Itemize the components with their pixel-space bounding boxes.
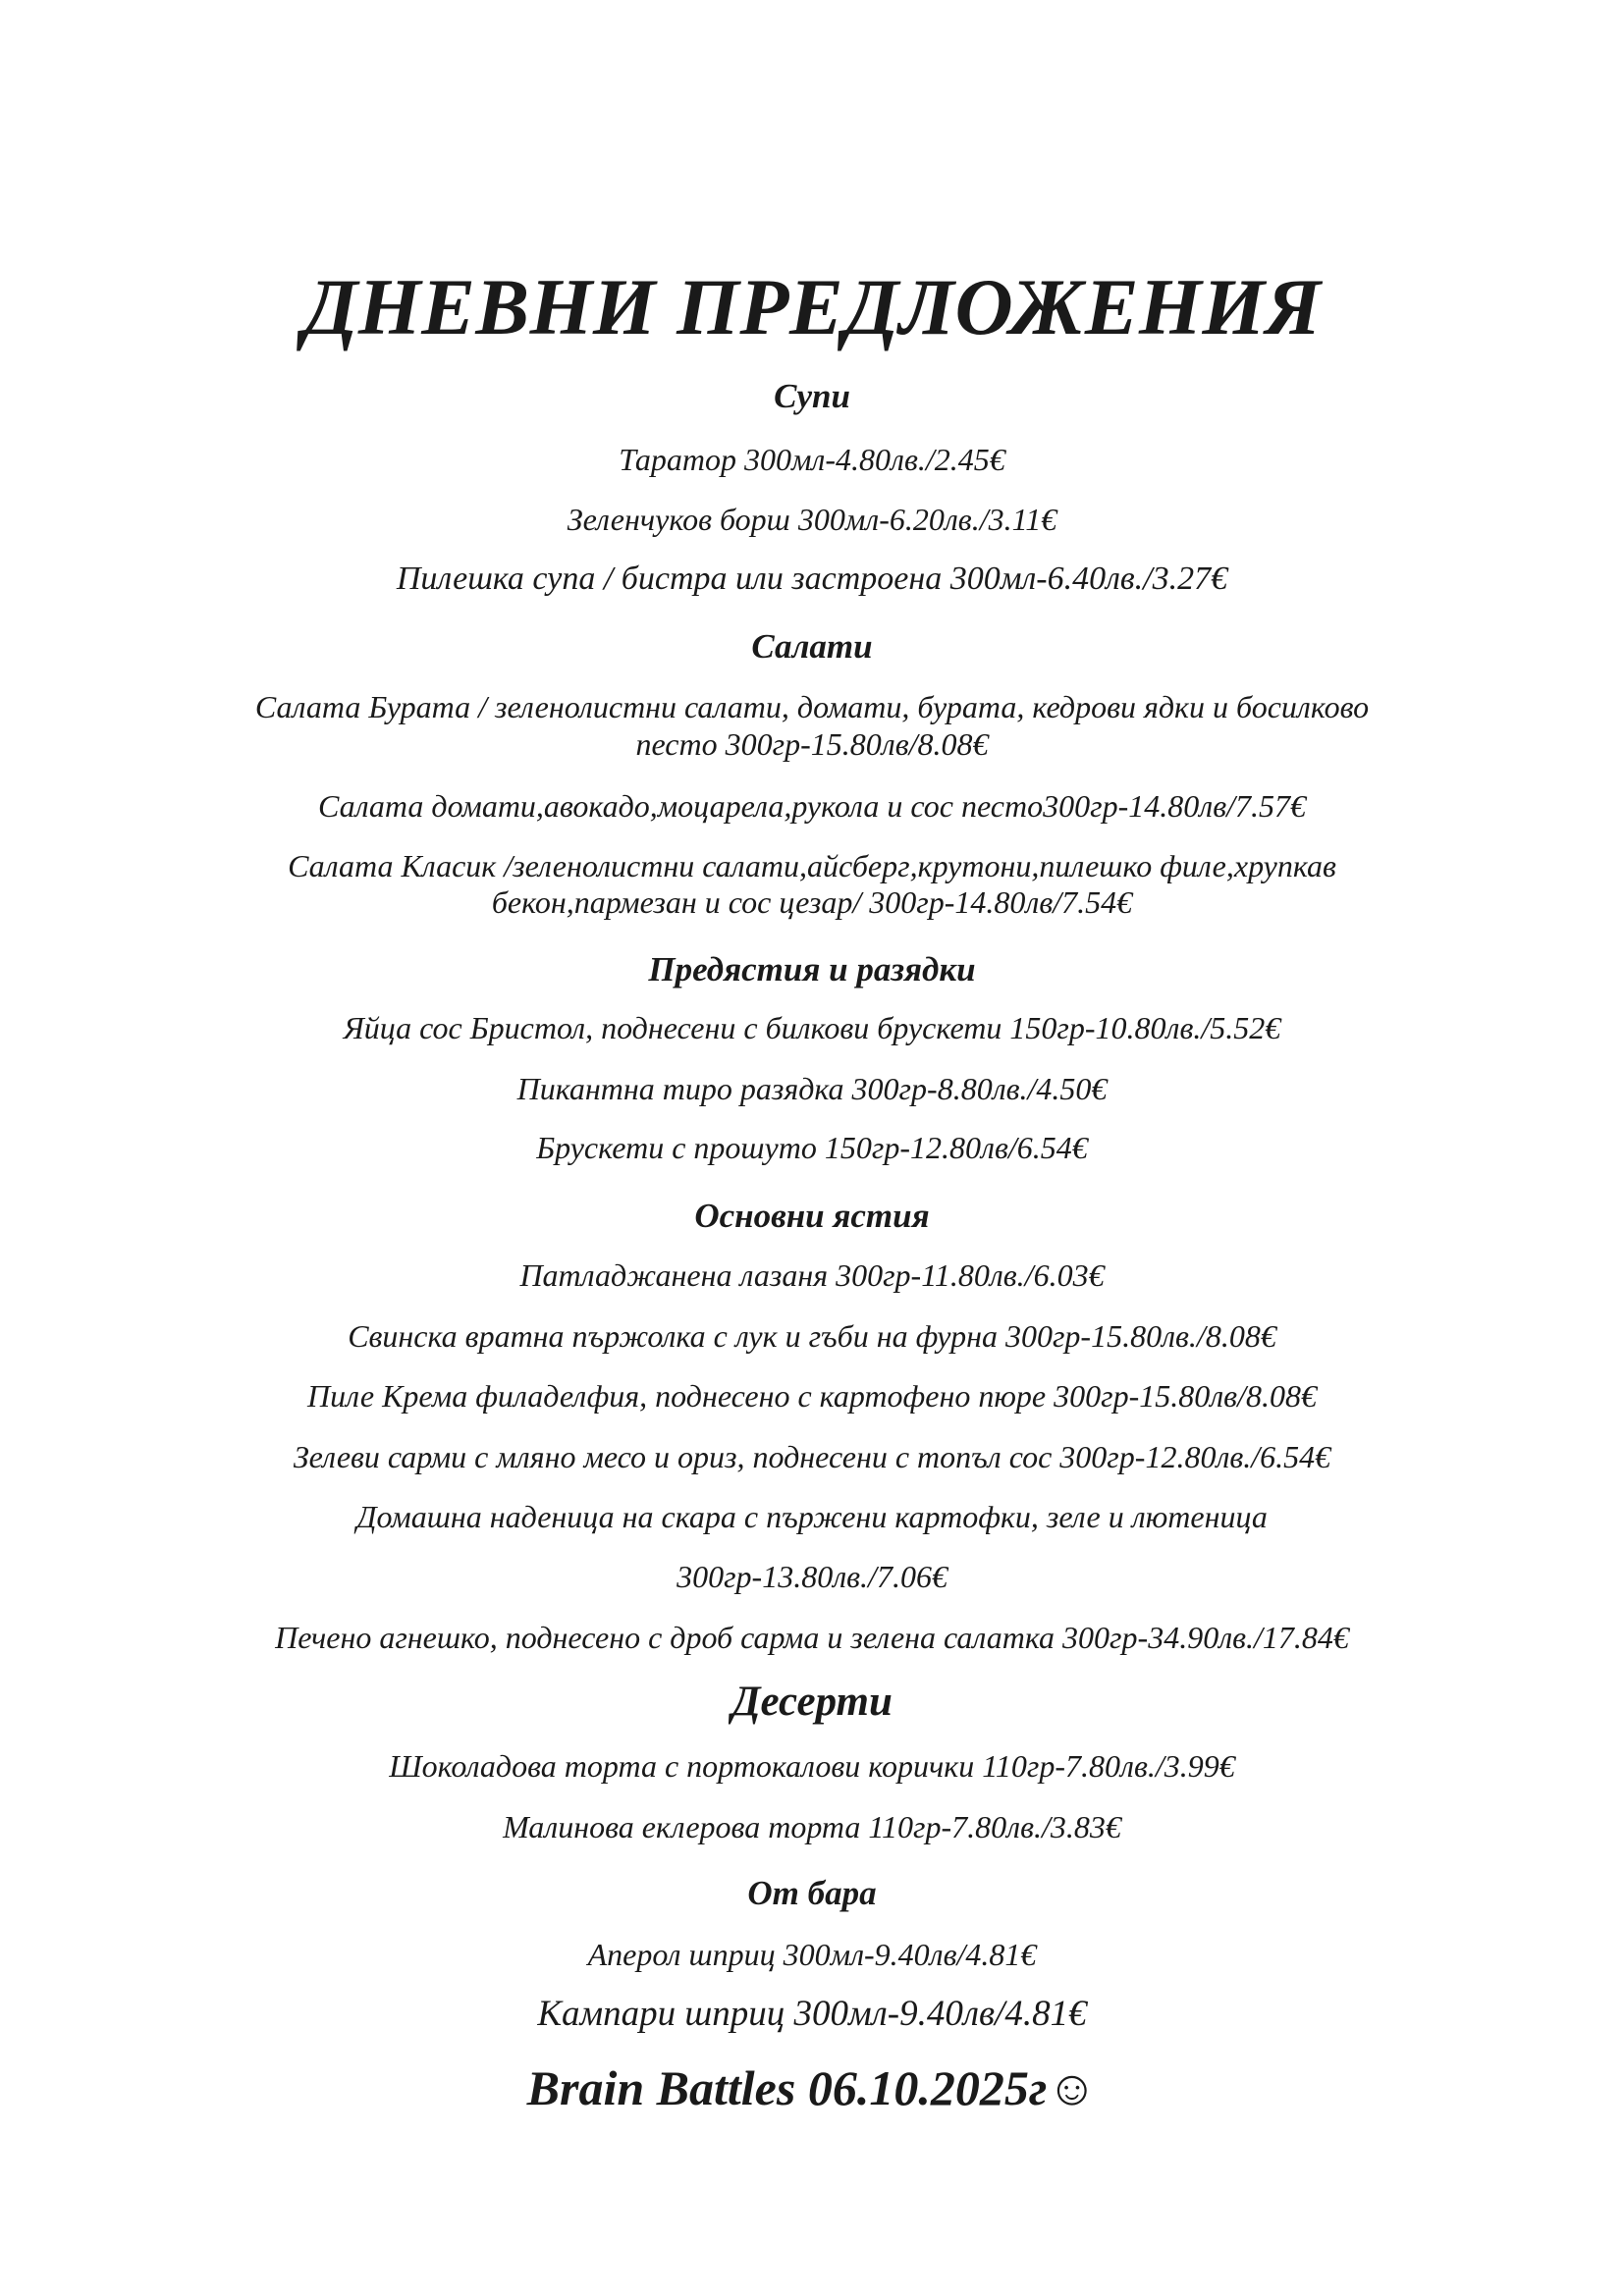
section-heading-desserts: Десерти (731, 1679, 893, 1725)
menu-item-continuation: бекон,пармезан и сос цезар/ 300гр-14.80лв/7.54€ (491, 884, 1133, 920)
menu-item: Зелеви сарми с мляно месо и ориз, поднесени с топъл сос 300гр-12.80лв./6.54€ (293, 1439, 1331, 1474)
menu-item: Патладжанена лазаня 300гр-11.80лв./6.03€ (519, 1257, 1105, 1293)
menu-item: Аперол шприц 300мл-9.40лв/4.81€ (587, 1937, 1037, 1972)
section-heading-mains: Основни ястия (694, 1197, 930, 1235)
menu-item: Свинска вратна пържолка с лук и гъби на фурна 300гр-15.80лв./8.08€ (348, 1318, 1276, 1354)
menu-item: Зеленчуков борш 300мл-6.20лв./3.11€ (567, 502, 1057, 537)
menu-item-continuation: песто 300гр-15.80лв/8.08€ (635, 726, 989, 762)
section-heading-bar: От бара (747, 1874, 877, 1912)
menu-item: Малинова еклерова торта 110гр-7.80лв./3.83€ (503, 1809, 1121, 1844)
section-heading-starters: Предястия и разядки (648, 950, 976, 988)
menu-item: Таратор 300мл-4.80лв./2.45€ (619, 442, 1005, 477)
menu-item-continuation: 300гр-13.80лв./7.06€ (677, 1559, 947, 1594)
footer-event-date: Brain Battles 06.10.2025г☺ (526, 2060, 1098, 2115)
menu-item: Брускети с прошуто 150гр-12.80лв/6.54€ (536, 1130, 1088, 1165)
menu-item: Пилешка супа / бистра или застроена 300мл-6.40лв./3.27€ (396, 561, 1228, 597)
menu-item: Салата Бурата / зеленолистни салати, домати, бурата, кедрови ядки и босилково (254, 689, 1370, 724)
menu-item: Печено агнешко, поднесено с дроб сарма и зелена салатка 300гр-34.90лв./17.84€ (275, 1620, 1349, 1655)
page-title: ДНЕВНИ ПРЕДЛОЖЕНИЯ (302, 262, 1322, 351)
menu-item: Салата Класик /зеленолистни салати,айсберг,крутони,пилешко филе,хрупкав (288, 848, 1336, 883)
menu-item: Салата домати,авокадо,моцарела,рукола и сос песто300гр-14.80лв/7.57€ (318, 788, 1306, 824)
menu-item: Пиле Крема филаделфия, поднесено с картофено пюре 300гр-15.80лв/8.08€ (307, 1378, 1317, 1414)
section-heading-soups: Супи (774, 377, 850, 415)
section-heading-salads: Салати (751, 627, 873, 666)
menu-item: Кампари шприц 300мл-9.40лв/4.81€ (537, 1994, 1087, 2034)
menu-item: Шоколадова торта с портокалови корички 110гр-7.80лв./3.99€ (389, 1748, 1235, 1784)
menu-item: Яйца сос Бристол, поднесени с билкови брускети 150гр-10.80лв./5.52€ (343, 1010, 1281, 1045)
menu-item: Пикантна тиро разядка 300гр-8.80лв./4.50€ (516, 1071, 1108, 1106)
menu-item: Домашна наденица на скара с пържени картофки, зеле и лютеница (356, 1499, 1268, 1534)
